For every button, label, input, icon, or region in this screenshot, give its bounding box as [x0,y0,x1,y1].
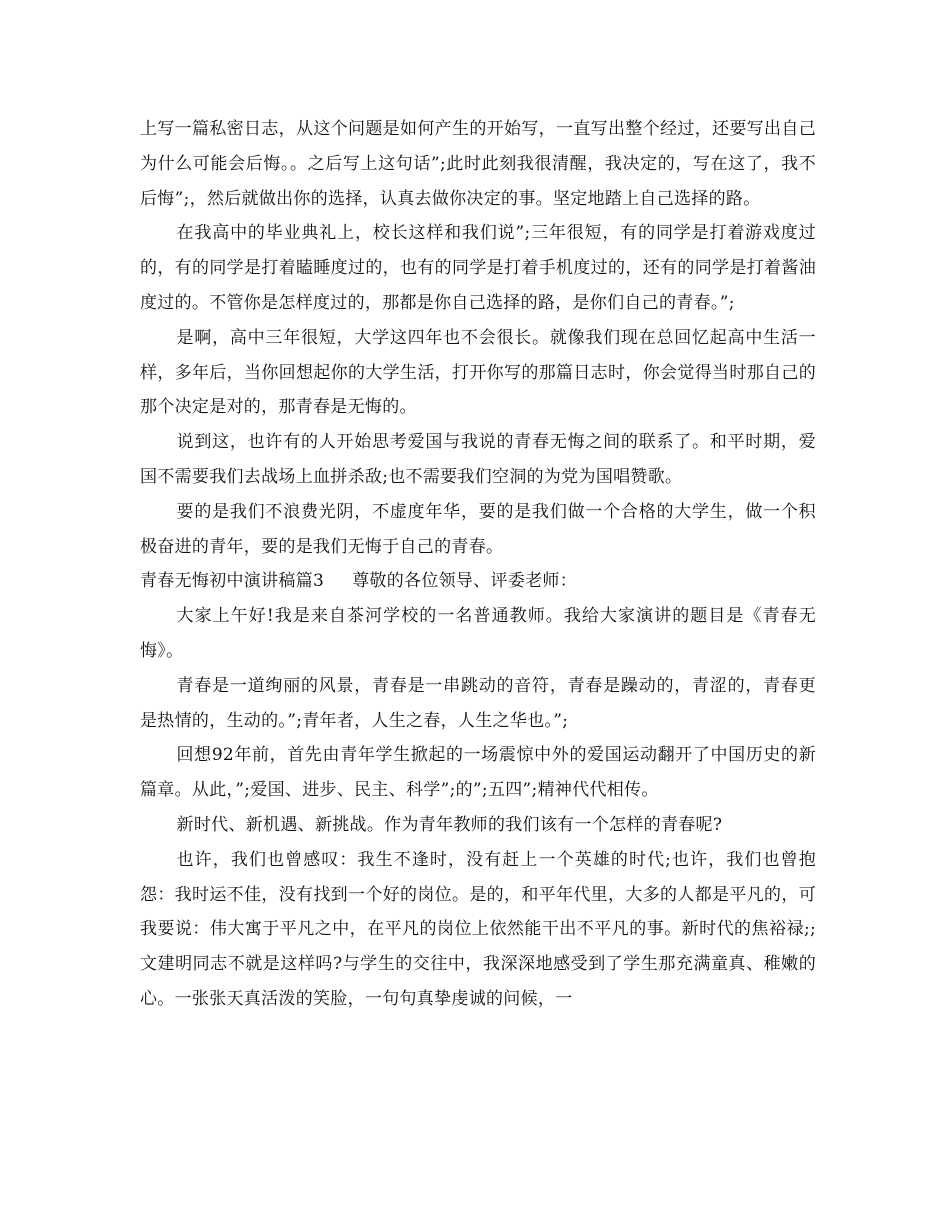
paragraph-10: 也许，我们也曾感叹：我生不逢时，没有赶上一个英雄的时代;也许，我们也曾抱怨：我时运不佳，没有找到一个好的岗位。是的，和平年代里，大多的人都是平凡的，可我要说：伟大寓于平凡之中，在平凡的岗位上依然能干出不平凡的事。新时代的焦裕禄;;文建明同志不就是这样吗?与学生的交往中，我深深地感受到了学生那充满童真、稚嫩的心。一张张天真活泼的笑脸，一句句真挚虔诚的问候，一 [140,849,816,1009]
salutation: 尊敬的各位领导、评委老师： [352,571,578,592]
paragraph-8: 回想92年前，首先由青年学生掀起的一场震惊中外的爱国运动翻开了中国历史的新篇章。从此，”;爱国、进步、民主、科学”;的”;五四”;精神代代相传。 [140,745,816,801]
paragraph-1: 上写一篇私密日志，从这个问题是如何产生的开始写，一直写出整个经过，还要写出自己为什么可能会后悔。。之后写上这句话”;此时此刻我很清醒，我决定的，写在这了，我不后悔”;，然后就做出你的选择，认真去做你决定的事。坚定地踏上自己选择的路。 [140,119,816,209]
paragraph-3: 是啊，高中三年很短，大学这四年也不会很长。就像我们现在总回忆起高中生活一样，多年后，当你回想起你的大学生活，打开你写的那篇日志时，你会觉得当时那自己的那个决定是对的，那青春是无悔的。 [140,327,816,418]
paragraph-6: 大家上午好!我是来自茶河学校的一名普通教师。我给大家演讲的题目是《青春无悔》。 [140,606,816,661]
section-heading-line [140,564,816,599]
paragraph-5: 要的是我们不浪费光阴，不虚度年华，要的是我们做一个合格的大学生，做一个积极奋进的青年，要的是我们无悔于自己的青春。 [140,501,816,557]
paragraph-4: 说到这，也许有的人开始思考爱国与我说的青春无悔之间的联系了。和平时期，爱国不需要我们去战场上血拼杀敌;也不需要我们空洞的为党为国唱赞歌。 [140,432,816,487]
paragraph-9: 新时代、新机遇、新挑战。作为青年教师的我们该有一个怎样的青春呢? [176,814,723,835]
section-title: 青春无悔初中演讲稿篇3 [140,571,325,592]
paragraph-2: 在我高中的毕业典礼上，校长这样和我们说”;三年很短，有的同学是打着游戏度过的，有的同学是打着瞌睡度过的，也有的同学是打着手机度过的，还有的同学是打着酱油度过的。不管你是怎样度过的，那都是你自己选择的路，是你们自己的青春。”; [140,223,816,313]
paragraph-7: 青春是一道绚丽的风景，青春是一串跳动的音符，青春是躁动的，青涩的，青春更是热情的，生动的。”;青年者，人生之春，人生之华也。”; [140,675,816,731]
document-page [140,112,816,1017]
